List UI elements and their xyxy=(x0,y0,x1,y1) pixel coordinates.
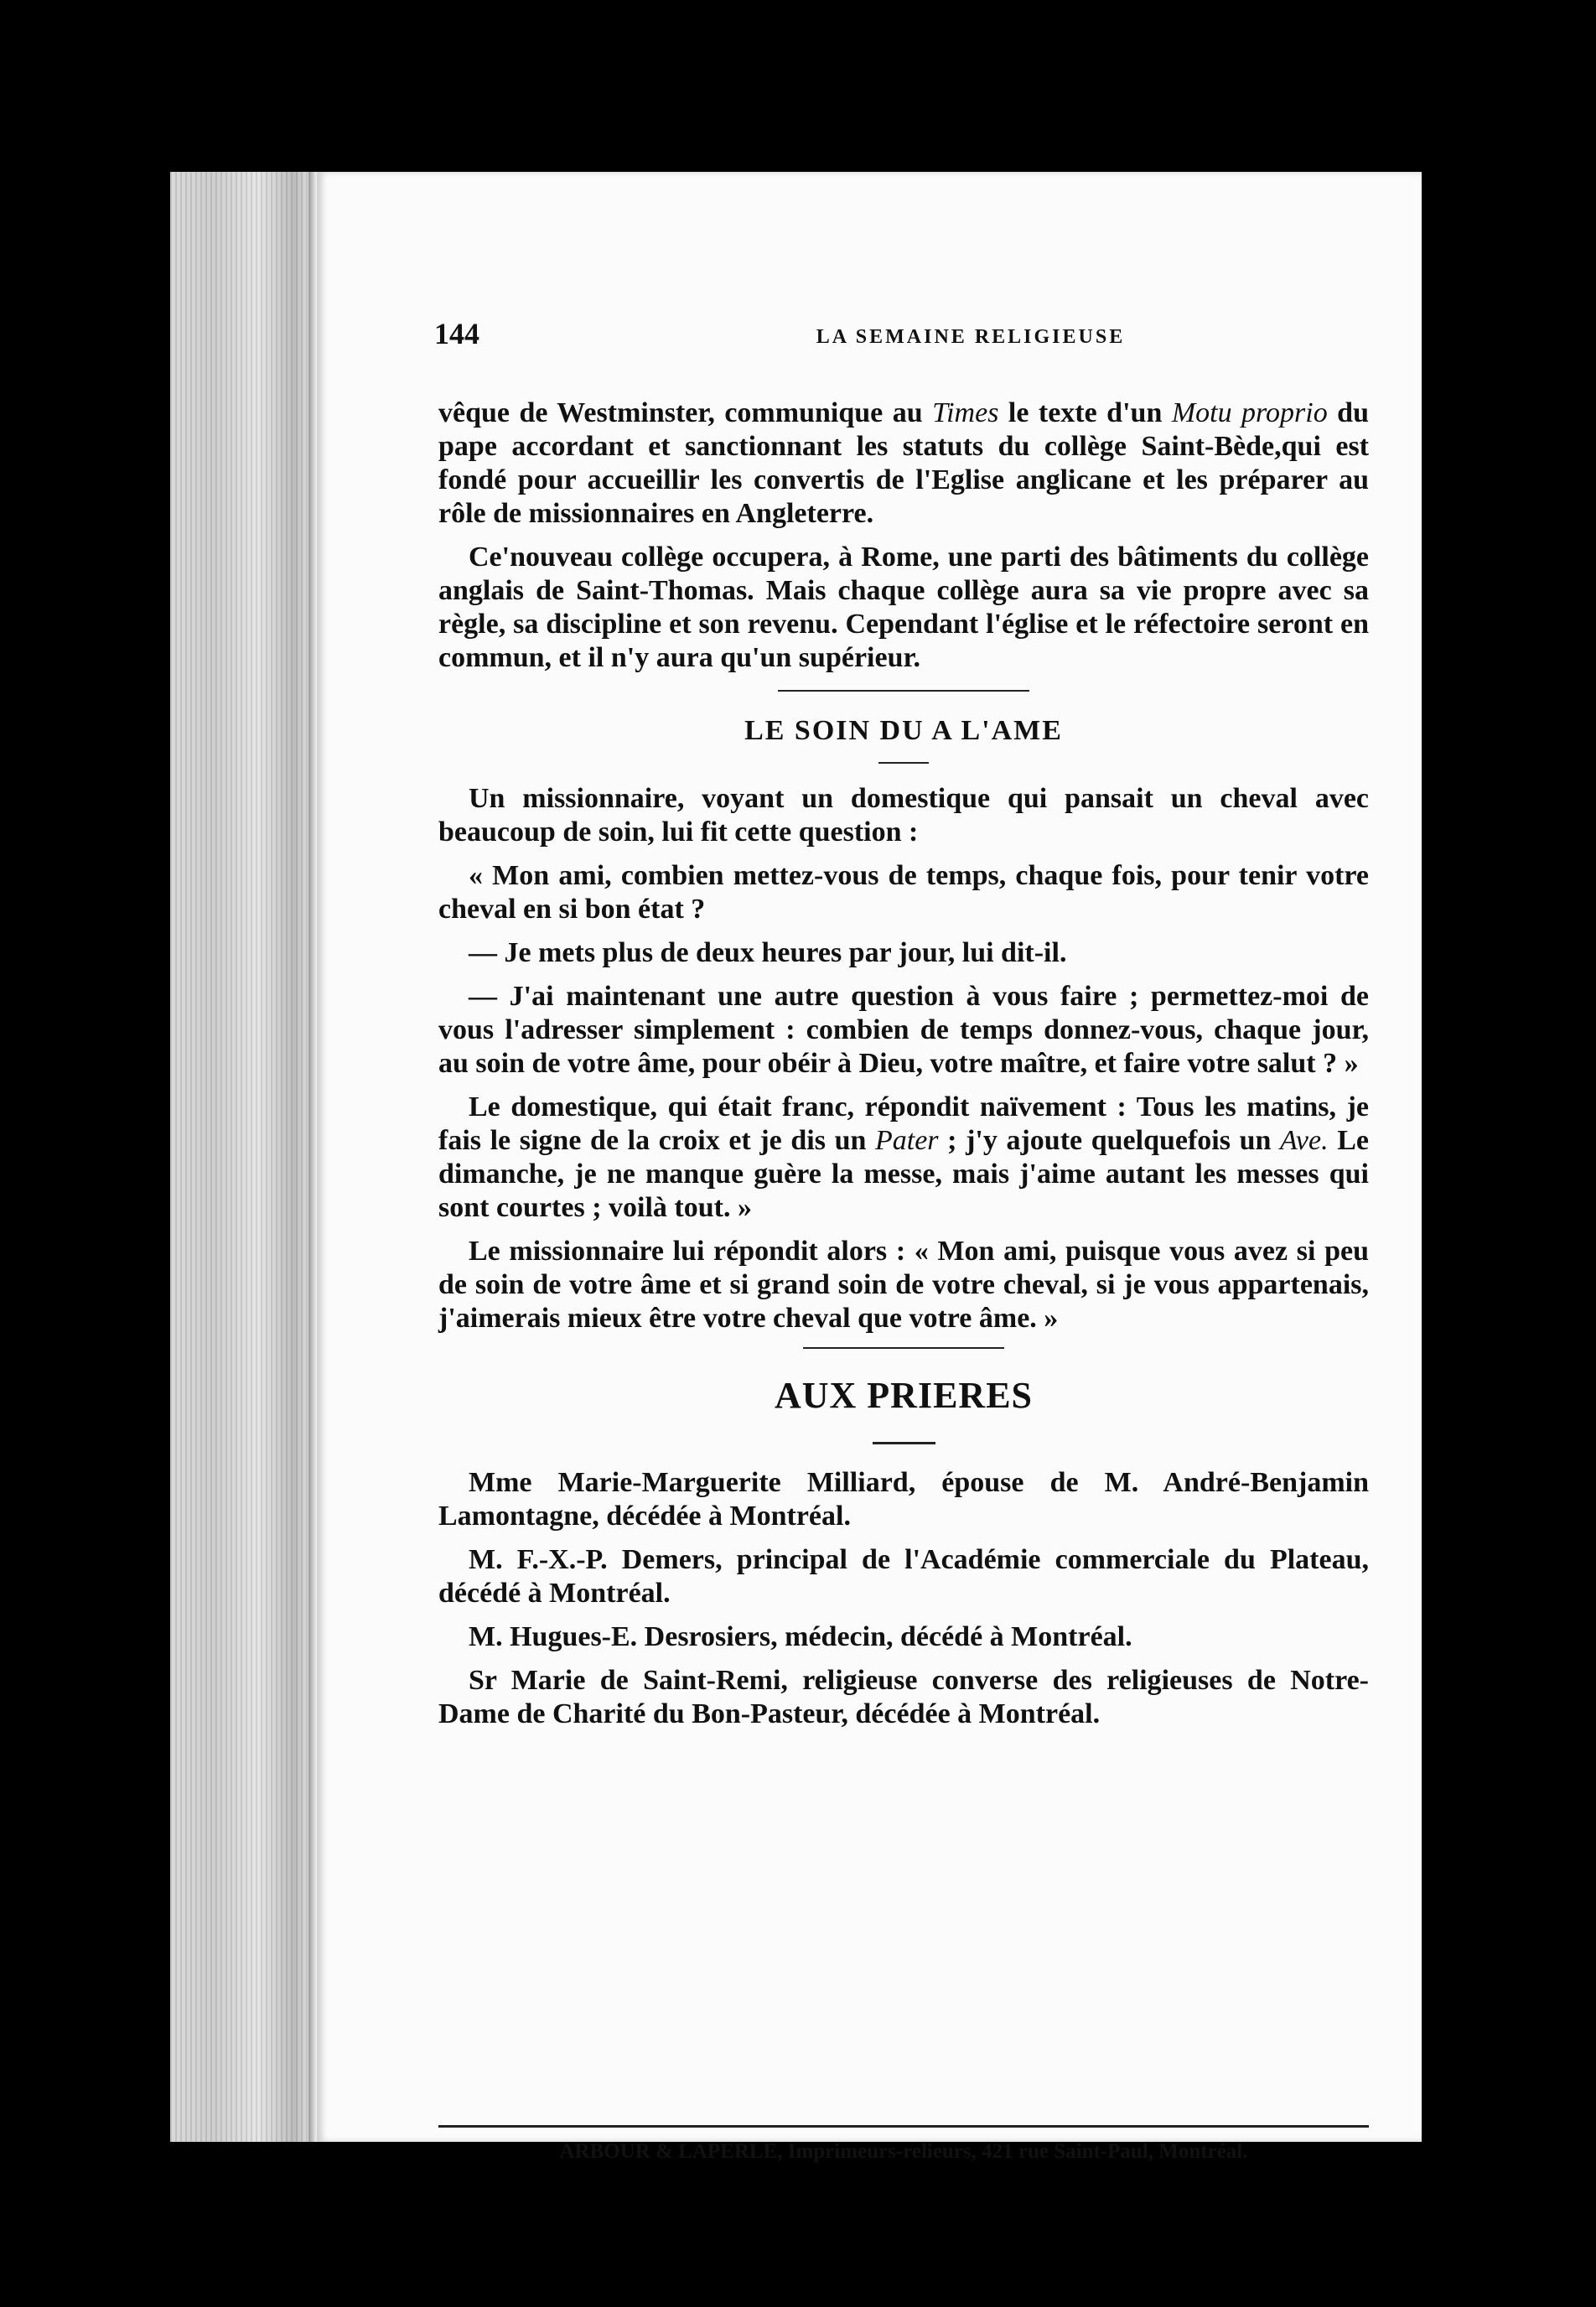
prayer-item: M. F.-X.-P. Demers, principal de l'Académie commerciale du Plateau, décédé à Montréal. xyxy=(438,1544,1369,1609)
article3-title: AUX PRIERES xyxy=(774,1375,1034,1416)
prayer-item: Mme Marie-Marguerite Milliard, épouse de M. André-Benjamin Lamontagne, décédée à Montréal. xyxy=(438,1467,1369,1532)
article2-paragraph-1: Un missionnaire, voyant un domestique qui pansait un cheval avec beaucoup de soin, lui fit cette question : xyxy=(438,783,1369,848)
title-underline xyxy=(873,1442,935,1444)
page-number: 144 xyxy=(434,317,479,350)
running-head: LA SEMAINE RELIGIEUSE xyxy=(816,326,1126,348)
article1-paragraph-1: vêque de Westminster, communique au Times le texte d'un Motu proprio du pape accordant et sanctionnant les statuts du collège Saint-Bède,qui est fondé pour accueillir les convertis de l'Eglise anglicane et les préparer au rôle de missionnaires en Angleterre. xyxy=(438,397,1369,529)
article2-paragraph-6: Le missionnaire lui répondit alors : « Mon ami, puisque vous avez si peu de soin de votre âme et si grand soin de votre cheval, si je vous appartenais, j'aimerais mieux être votre cheval que votre âme. » xyxy=(438,1236,1369,1334)
book-page xyxy=(317,172,1422,2163)
article2-title: LE SOIN DU A L'AME xyxy=(744,715,1063,746)
title-underline xyxy=(878,762,929,764)
printer-imprint: ARBOUR & LAPERLE, Imprimeurs-relieurs, 421 rue Saint-Paul, Montréal. xyxy=(559,2140,1248,2163)
book-fore-edge xyxy=(170,172,317,2142)
article2-paragraph-4: — J'ai maintenant une autre question à vous faire ; permettez-moi de vous l'adresser simplement : combien de temps donnez-vous, chaque jour, au soin de votre âme, pour obéir à Dieu, votre maître, et faire votre salut ? » xyxy=(438,981,1369,1079)
article2-paragraph-2: « Mon ami, combien mettez-vous de temps, chaque fois, pour tenir votre cheval en si bon état ? xyxy=(438,860,1369,925)
footer-rule xyxy=(438,2125,1369,2128)
text-column xyxy=(438,397,1369,1741)
article1-paragraph-2: Ce'nouveau collège occupera, à Rome, une parti des bâtiments du collège anglais de Saint-Thomas. Mais chaque collège aura sa vie propre avec sa règle, sa discipline et son revenu. Cependant l'église et le réfectoire seront en commun, et il n'y aura qu'un supérieur. xyxy=(438,542,1369,673)
section-divider xyxy=(803,1347,1004,1349)
section-divider xyxy=(778,690,1029,692)
prayer-item: Sr Marie de Saint-Remi, religieuse converse des religieuses de Notre-Dame de Charité du Bon-Pasteur, décédée à Montréal. xyxy=(438,1665,1369,1729)
scanned-book xyxy=(170,172,1422,2163)
prayer-item: M. Hugues-E. Desrosiers, médecin, décédé à Montréal. xyxy=(469,1621,1132,1652)
article2-paragraph-5: Le domestique, qui était franc, répondit naïvement : Tous les matins, je fais le signe de la croix et je dis un Pater ; j'y ajoute quelquefois un Ave. Le dimanche, je ne manque guère la messe, mais j'aime autant les messes qui sont courtes ; voilà tout. » xyxy=(438,1091,1369,1223)
article2-paragraph-3: — Je mets plus de deux heures par jour, lui dit-il. xyxy=(469,937,1067,968)
